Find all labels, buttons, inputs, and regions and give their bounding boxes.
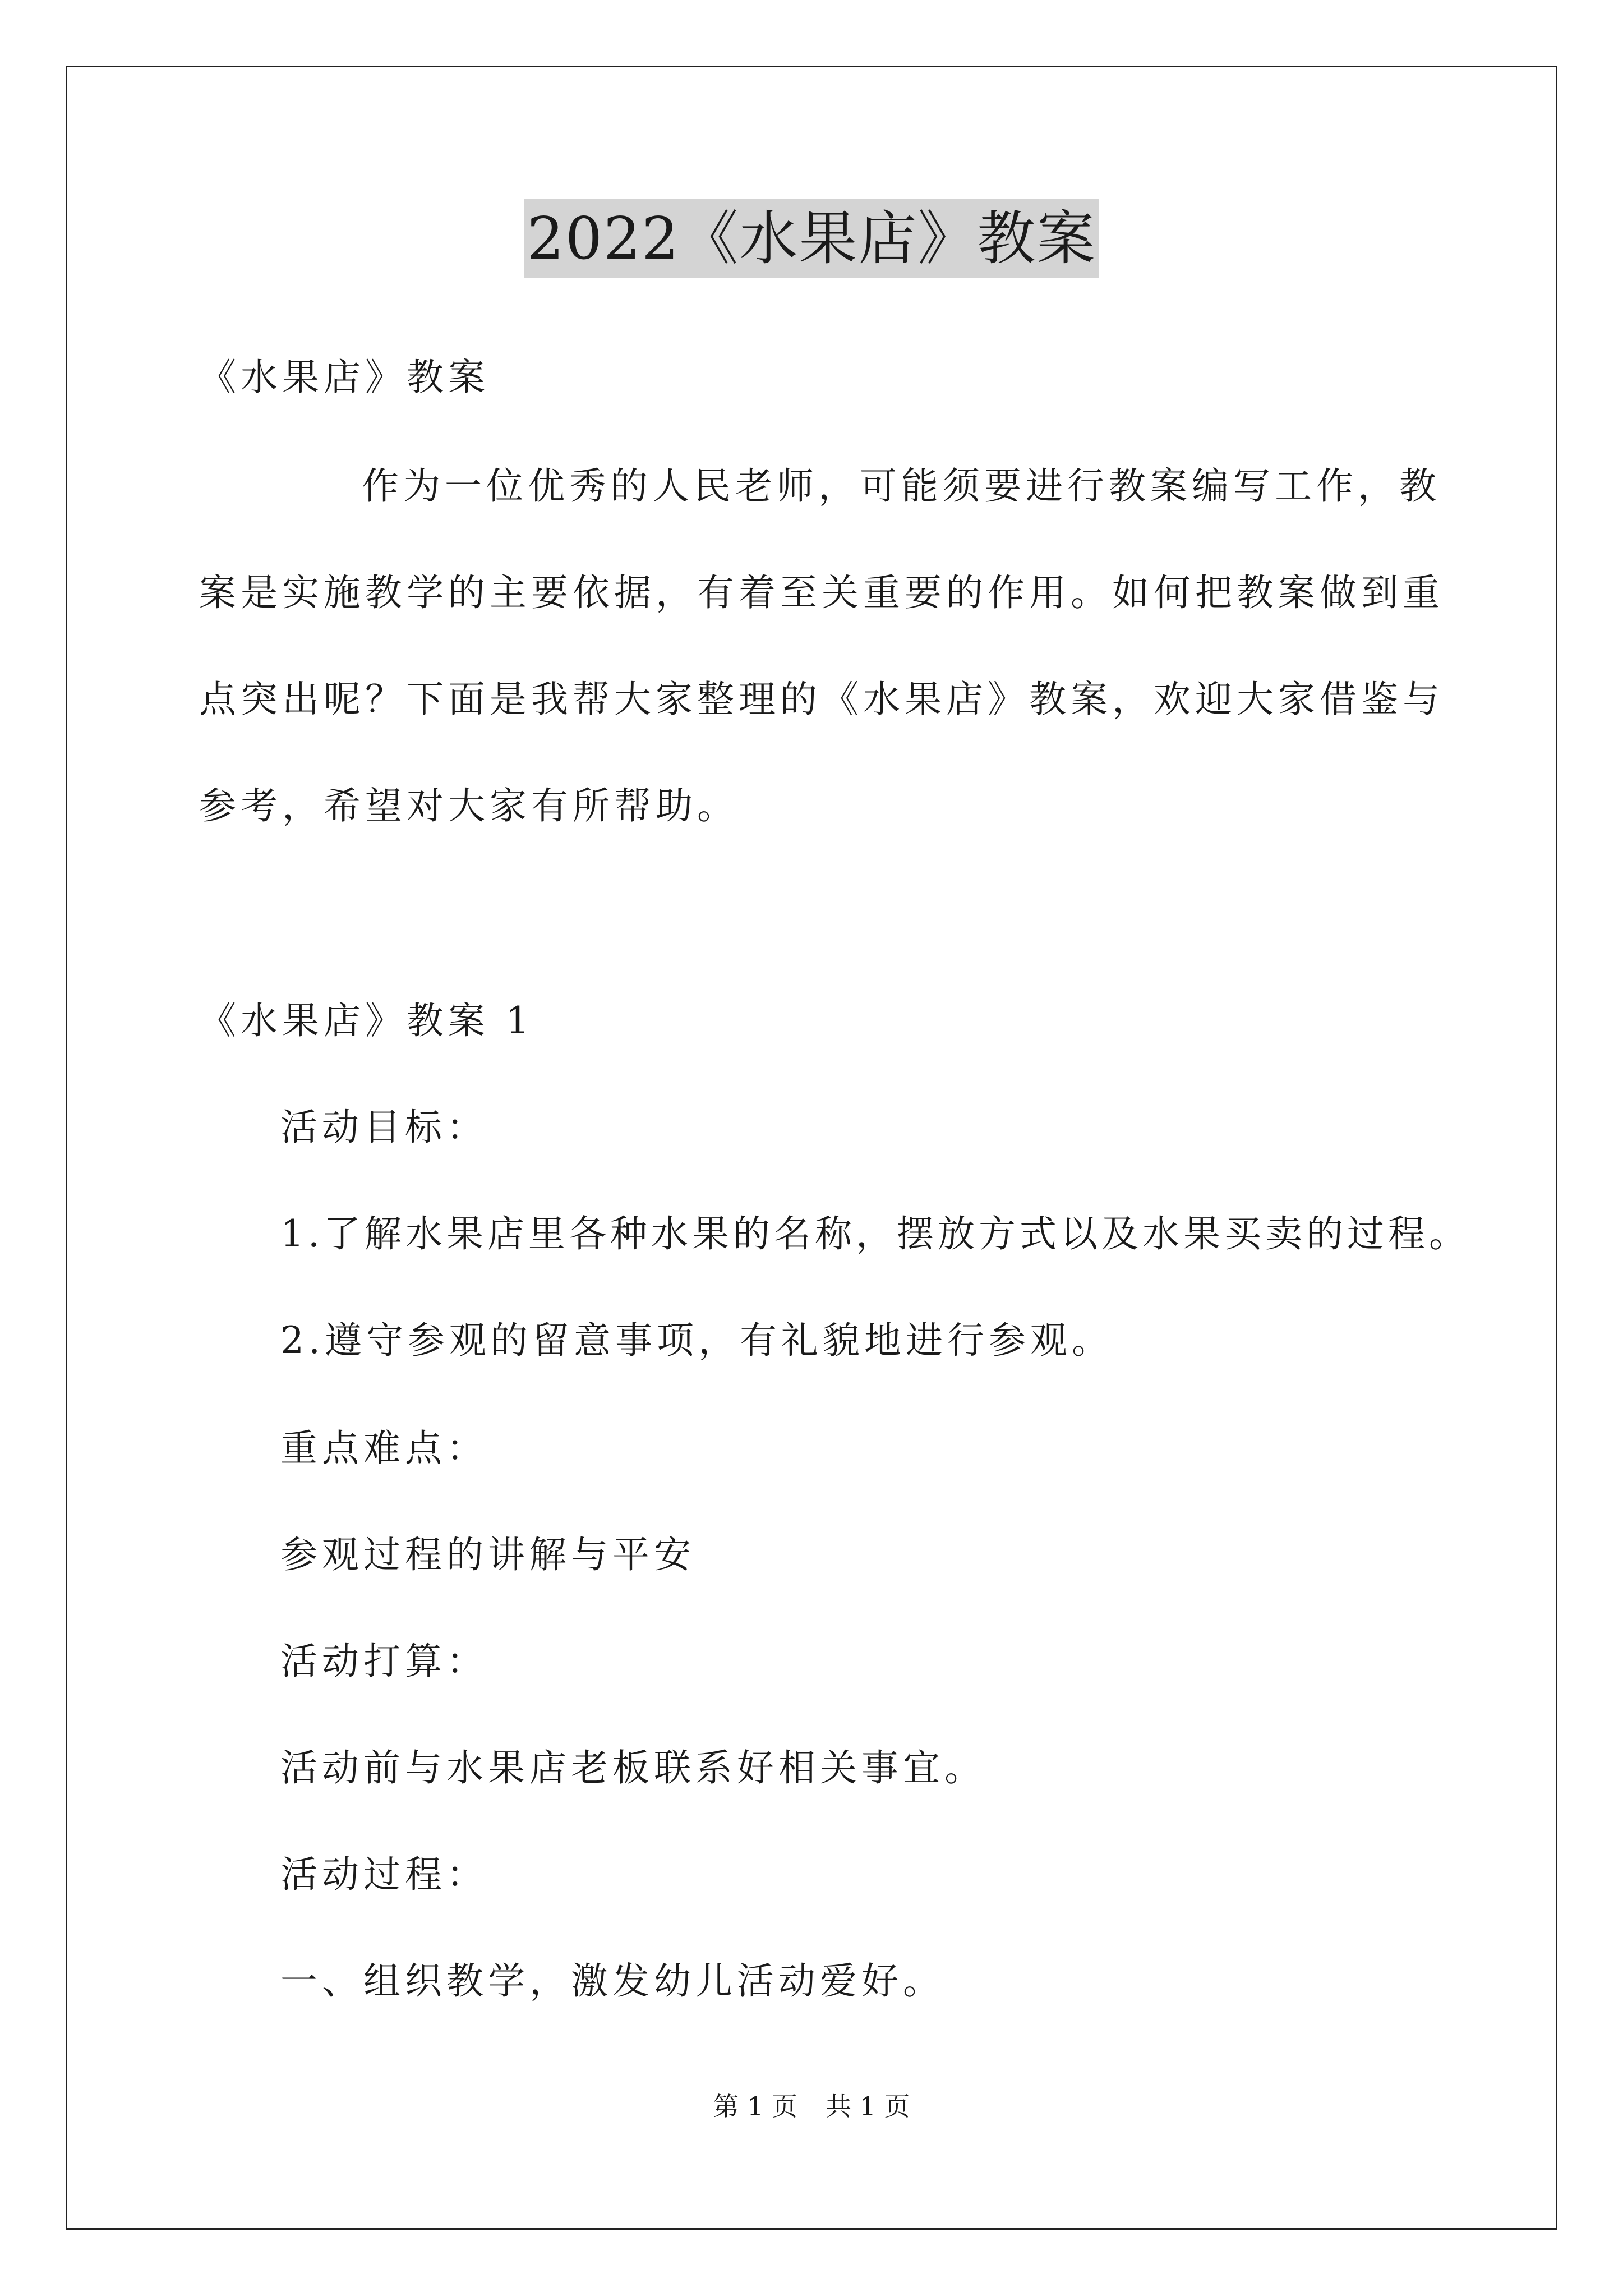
intro-line-1: 作为一位优秀的人民老师，可能须要进行教案编写工作，教 [362, 464, 1441, 508]
body-line-7: 活动前与水果店老板联系好相关事宜。 [280, 1746, 986, 1789]
body-line-9: 一、组织教学，激发幼儿活动爱好。 [280, 1959, 944, 2003]
document-subtitle: 《水果店》教案 [199, 356, 490, 399]
document-title: 2022《水果店》教案 [524, 199, 1100, 278]
page-total: 共 1 页 [826, 2091, 910, 2122]
title-container [0, 199, 1623, 278]
body-line-3: 2.遵守参观的留意事项，有礼貌地进行参观。 [280, 1319, 1113, 1362]
page-number: 第 1 页 [713, 2091, 797, 2122]
intro-line-2: 案是实施教学的主要依据，有着至关重要的作用。如何把教案做到重 [199, 571, 1444, 614]
body-line-5: 参观过程的讲解与平安 [280, 1533, 695, 1576]
body-line-4: 重点难点： [280, 1427, 488, 1470]
body-line-8: 活动过程： [280, 1853, 488, 1896]
intro-line-4: 参考，希望对大家有所帮助。 [199, 784, 739, 827]
body-line-6: 活动打算： [280, 1640, 488, 1683]
intro-line-3: 点突出呢？下面是我帮大家整理的《水果店》教案，欢迎大家借鉴与 [199, 678, 1444, 721]
body-line-2: 1.了解水果店里各种水果的名称，摆放方式以及水果买卖的过程。 [280, 1212, 1470, 1255]
section-heading: 《水果店》教案 1 [199, 999, 534, 1042]
page-footer [0, 2090, 1623, 2123]
body-line-1: 活动目标： [280, 1106, 488, 1149]
